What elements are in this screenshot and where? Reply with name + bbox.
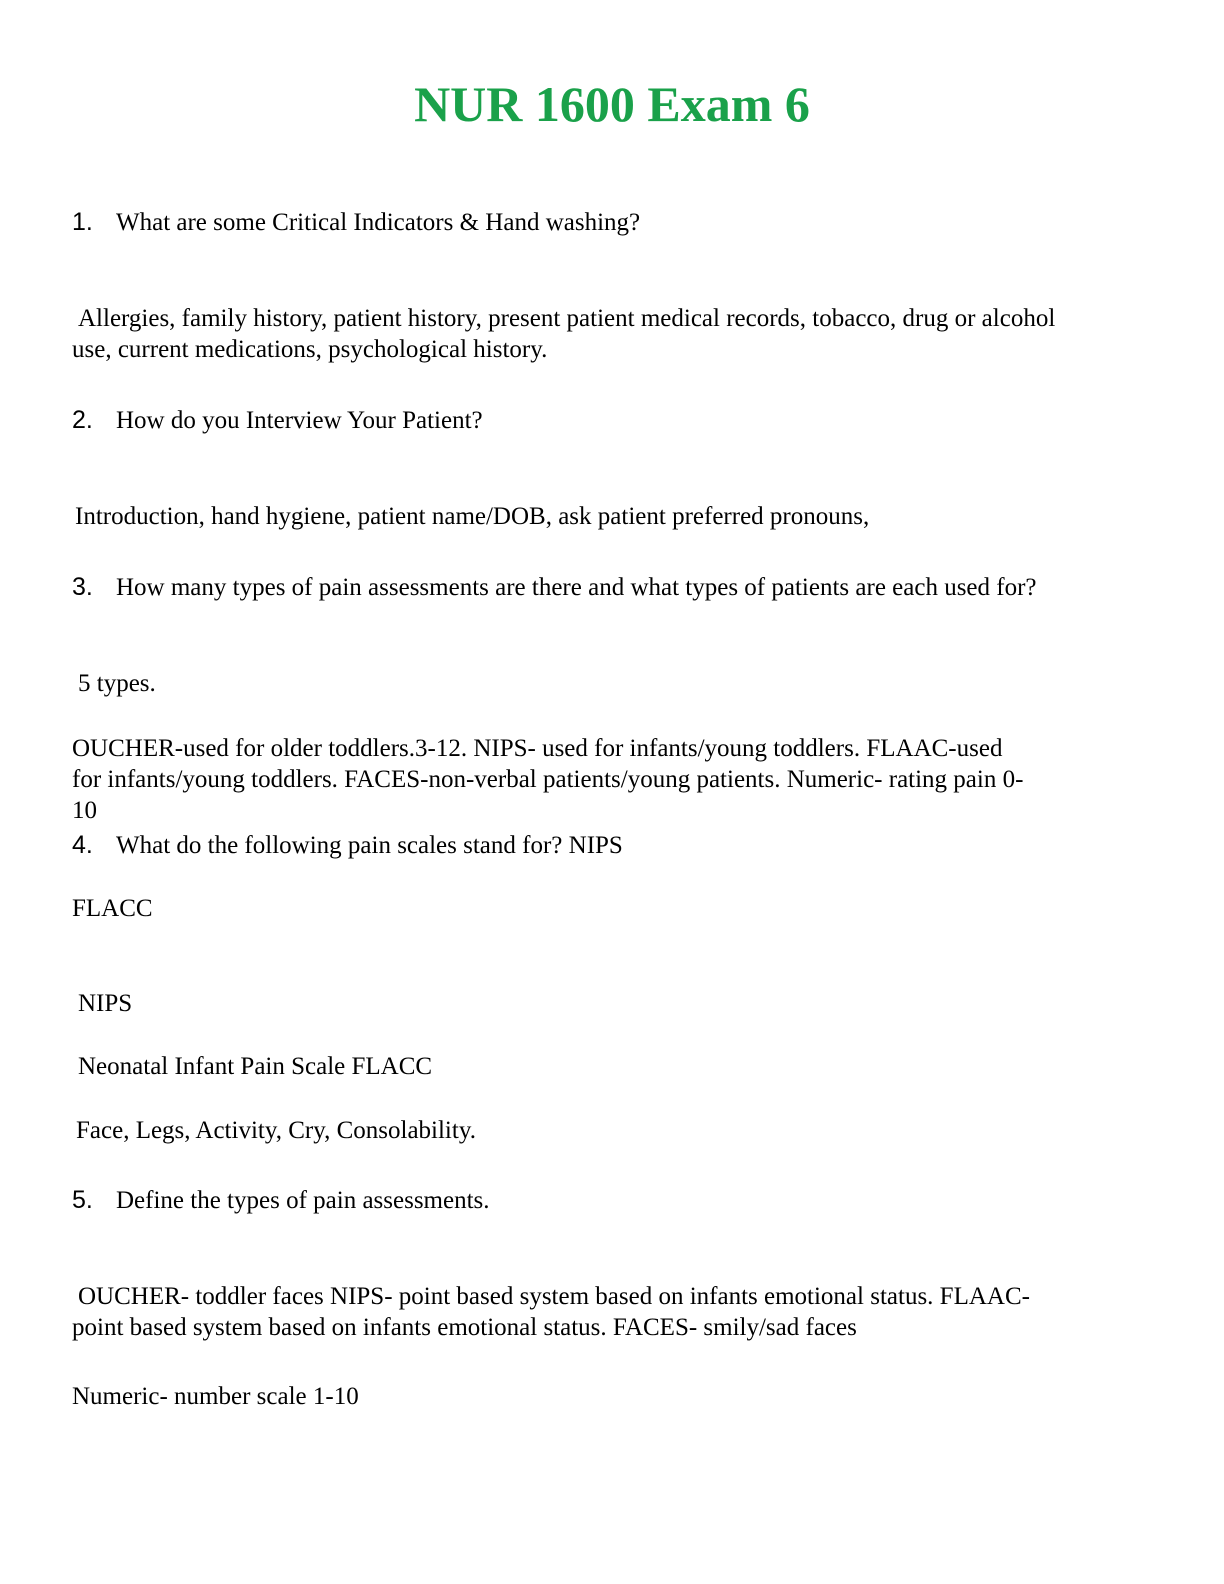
question-text: How many types of pain assessments are there and what types of patients are each used for?	[116, 574, 1037, 601]
question-number: 4.	[72, 831, 93, 859]
question-number: 5.	[72, 1186, 93, 1214]
answer-3-intro: 5 types.	[78, 670, 156, 697]
question-4	[72, 829, 623, 862]
answer-4-nips-definition: Neonatal Infant Pain Scale FLACC	[78, 1053, 433, 1080]
page-title: NUR 1600 Exam 6	[414, 76, 810, 132]
answer-5-line-2: point based system based on infants emotional status. FACES- smily/sad faces	[72, 1314, 857, 1341]
answer-3-line-1: OUCHER-used for older toddlers.3-12. NIPS- used for infants/young toddlers. FLAAC-used	[72, 735, 1003, 762]
answer-4-nips-label: NIPS	[78, 990, 133, 1017]
question-1	[72, 206, 640, 239]
question-3	[72, 571, 1037, 604]
question-2	[72, 404, 483, 437]
answer-5-numeric: Numeric- number scale 1-10	[72, 1383, 359, 1410]
question-text: What do the following pain scales stand for? NIPS	[116, 832, 623, 859]
question-number: 1.	[72, 208, 93, 236]
question-number: 3.	[72, 573, 93, 601]
answer-4-flacc-label: FLACC	[72, 895, 153, 922]
question-text: What are some Critical Indicators & Hand washing?	[116, 209, 641, 236]
question-text: How do you Interview Your Patient?	[116, 407, 483, 434]
answer-2-line-1: Introduction, hand hygiene, patient name/DOB, ask patient preferred pronouns,	[75, 503, 870, 530]
answer-1-line-1: Allergies, family history, patient history, present patient medical records, tobacco, drug or alcohol	[78, 305, 1056, 332]
answer-3-line-3: 10	[72, 797, 97, 824]
answer-1-line-2: use, current medications, psychological history.	[72, 336, 548, 363]
answer-3-line-2: for infants/young toddlers. FACES-non-verbal patients/young patients. Numeric- rating pain 0-	[72, 766, 1024, 793]
answer-5-line-1: OUCHER- toddler faces NIPS- point based system based on infants emotional status. FLAAC-	[78, 1283, 1030, 1310]
question-number: 2.	[72, 406, 93, 434]
question-text: Define the types of pain assessments.	[116, 1187, 490, 1214]
answer-4-flacc-definition: Face, Legs, Activity, Cry, Consolability.	[76, 1117, 476, 1144]
question-5	[72, 1184, 490, 1217]
